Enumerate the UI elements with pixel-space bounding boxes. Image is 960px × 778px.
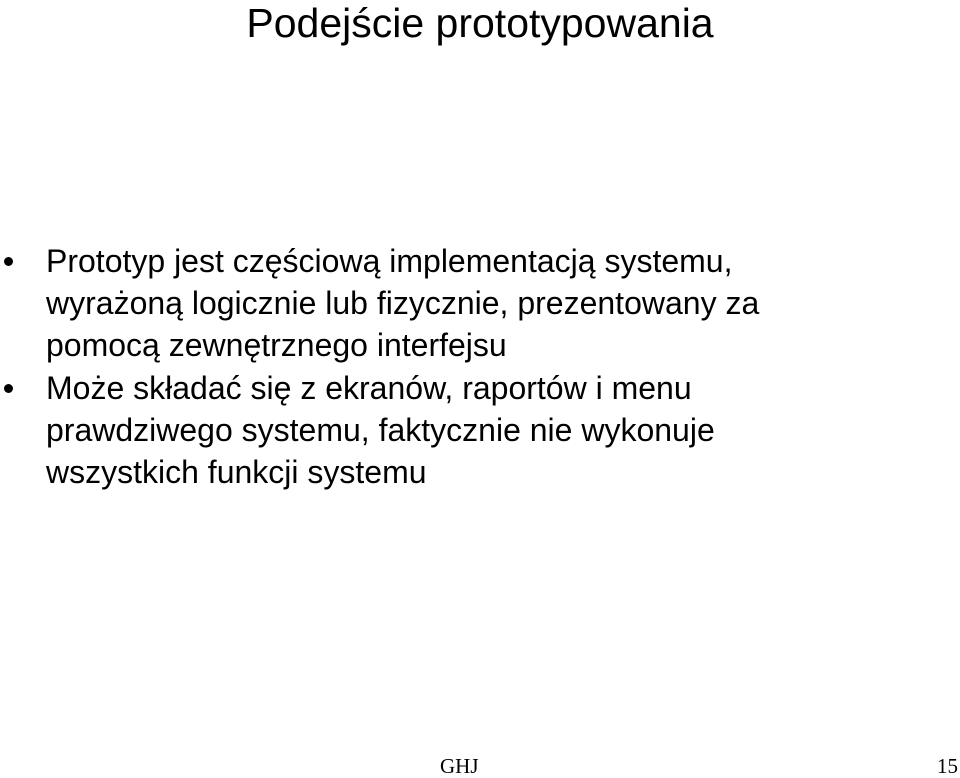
bullet-icon: [4, 384, 13, 393]
bullet-text-line: wszystkich funkcji systemu: [46, 454, 427, 490]
slide-title: Podejście prototypowania: [246, 0, 714, 46]
bullet-text-line: prawdziwego systemu, faktycznie nie wykonuje: [46, 412, 715, 448]
bullet-item: [0, 367, 950, 493]
bullet-item: [0, 240, 950, 366]
bullet-icon: [4, 257, 13, 266]
bullet-text-line: Może składać się z ekranów, raportów i menu: [46, 370, 692, 406]
bullet-list: [0, 240, 950, 493]
footer-author: GHJ: [440, 754, 479, 778]
bullet-text-line: wyrażoną logicznie lub fizycznie, prezentowany za: [46, 285, 760, 321]
bullet-text-line: pomocą zewnętrznego interfejsu: [46, 327, 507, 363]
bullet-text-line: Prototyp jest częściową implementacją systemu,: [46, 243, 733, 279]
page-number: 15: [937, 754, 958, 778]
